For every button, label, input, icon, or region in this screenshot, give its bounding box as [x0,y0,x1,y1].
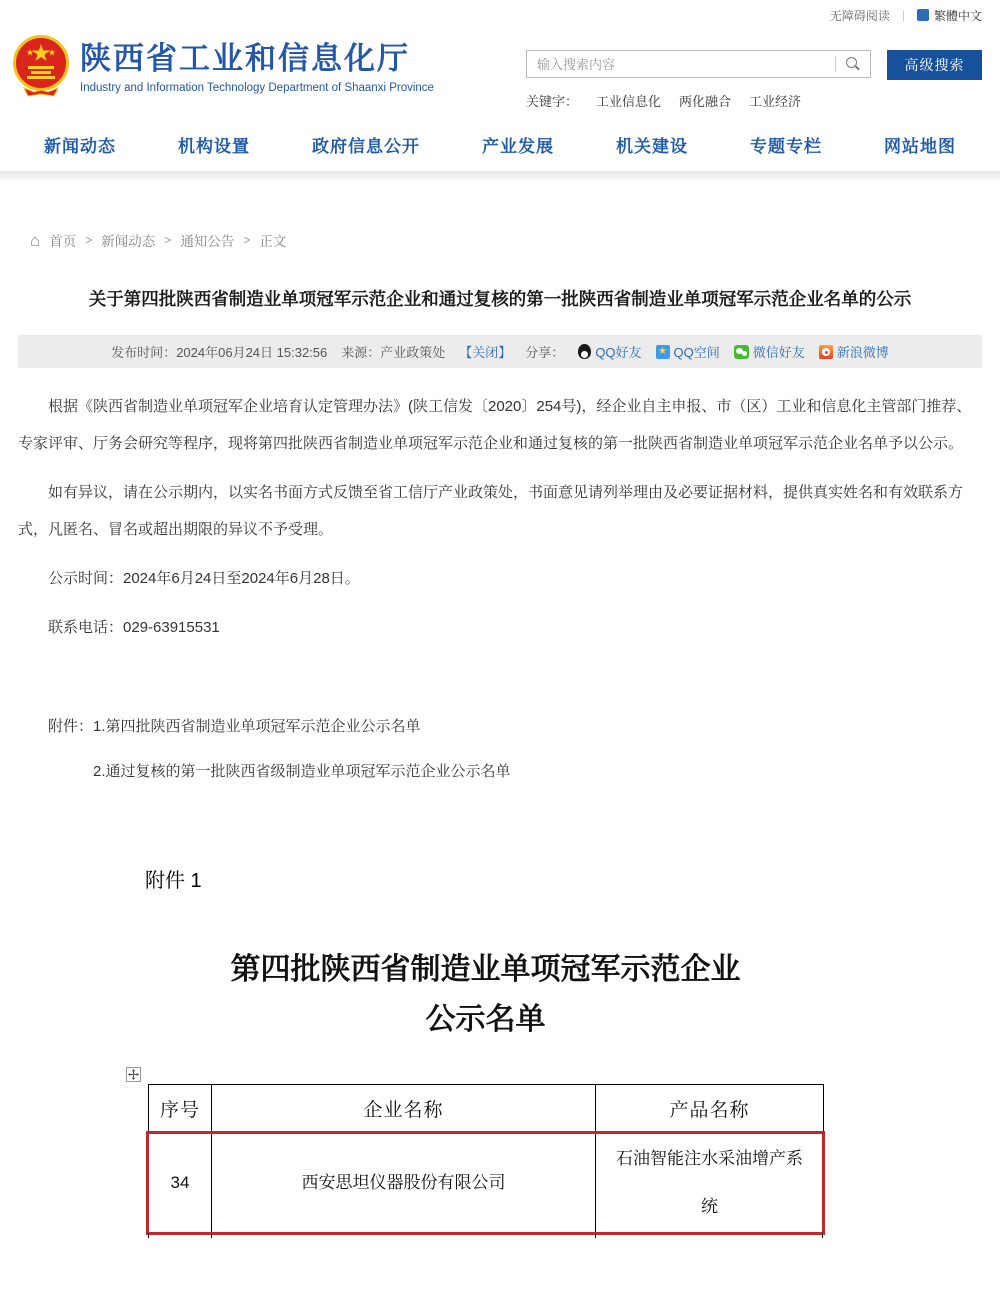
traditional-chinese-link[interactable]: 繁體中文 [933,8,982,23]
publish-time-label: 发布时间： [111,345,177,360]
source-label: 来源： [341,345,381,360]
share-weibo[interactable] [819,342,889,361]
header-product-name: 产品名称 [596,1085,824,1133]
breadcrumb-news[interactable]: 新闻动态 [101,234,156,249]
top-utility-bar [0,0,1000,30]
home-icon [30,232,40,249]
company-table-wrapper [148,1084,823,1238]
breadcrumb-home[interactable]: 首页 [49,234,77,249]
keyword-link-3[interactable]: 工业经济 [749,94,802,109]
accessibility-link[interactable]: 无障碍阅读 [829,8,890,23]
nav-item-sitemap[interactable]: 网站地图 [884,137,956,156]
weibo-icon [819,345,833,359]
article-title: 关于第四批陕西省制造业单项冠军示范企业和通过复核的第一批陕西省制造业单项冠军示范企业名单的公示 [88,289,912,309]
share-qzone[interactable] [656,342,720,361]
share-qq-friend-label: QQ好友 [595,345,642,360]
breadcrumb [0,230,1000,250]
bottom-whitespace [18,1238,982,1296]
breadcrumb-current: 正文 [259,234,287,249]
hot-keywords [526,91,982,110]
header-company-name: 企业名称 [212,1085,596,1133]
search-input[interactable] [527,51,835,77]
share-qzone-label: QQ空间 [673,345,720,360]
contact-phone: 联系电话：029-63915531 [48,619,220,636]
nav-item-industry[interactable]: 产业发展 [482,137,554,156]
breadcrumb-separator: > [243,233,251,247]
table-move-handle[interactable] [126,1067,141,1082]
attachment-1-text[interactable]: 附件：1.第四批陕西省制造业单项冠军示范企业公示名单 [48,718,421,735]
share-qq-friend[interactable] [578,342,641,361]
cell-seq-no: 34 [149,1133,212,1233]
header-search-area [526,34,982,110]
search-submit-button[interactable] [836,51,870,77]
nav-item-organization[interactable]: 机构设置 [178,137,250,156]
nav-shadow [0,171,1000,180]
attachments-list [18,708,982,790]
cell-product-name: 石油智能注水采油增产系统 [596,1133,824,1233]
keywords-label: 关键字： [526,94,579,109]
paragraph-basis: 根据《陕西省制造业单项冠军企业培育认定管理办法》(陕工信发〔2020〕254号)，经企业自主申报、市（区）工业和信息化主管部门推荐、专家评审、厅务会研究等程序，现将第四批陕西省制造业单项冠军示范企业和通过复核的第一批陕西省制造业单项冠军示范企业名单予以公示。 [18,398,972,452]
article-body [18,388,982,790]
national-emblem-icon [12,34,70,98]
qzone-star-icon [656,345,670,359]
breadcrumb-notices[interactable]: 通知公告 [180,234,235,249]
attachment-link-2[interactable] [18,753,982,790]
nav-item-special[interactable]: 专题专栏 [750,137,822,156]
site-header [0,30,1000,120]
share-wechat-label: 微信好友 [752,345,805,360]
header-seq-no: 序号 [149,1085,212,1133]
attachment-2-text[interactable]: 2.通过复核的第一批陕西省级制造业单项冠军示范企业公示名单 [93,763,511,780]
paragraph-objection: 如有异议，请在公示期内，以实名书面方式反馈至省工信厅产业政策处，书面意见请列举理由及必要证据材料，提供真实姓名和有效联系方式，凡匿名、冒名或超出期限的异议不予受理。 [18,484,964,538]
topbar-separator: | [901,8,905,22]
doc-title [148,945,823,1045]
traditional-chinese-icon [917,9,929,21]
share-wechat[interactable] [734,342,805,361]
publicity-period: 公示时间：2024年6月24日至2024年6月28日。 [48,570,360,587]
site-title: 陕西省工业和信息化厅 [80,40,410,76]
site-subtitle: Industry and Information Technology Department of Shaanxi Province [80,81,434,94]
attachment-doc-label: 附件 1 [145,870,202,892]
close-button[interactable]: 【关闭】 [459,345,512,360]
share-weibo-label: 新浪微博 [836,345,889,360]
table-header-row [149,1085,824,1133]
publish-time: 2024年06月24日 15:32:56 [176,345,328,360]
cell-company-name: 西安思坦仪器股份有限公司 [212,1133,596,1233]
share-label: 分享： [525,345,565,360]
main-nav [0,120,1000,171]
qq-icon [578,344,591,359]
attachment-link-1[interactable] [18,708,982,745]
company-table [148,1084,824,1233]
breadcrumb-separator: > [164,233,172,247]
site-logo[interactable] [12,34,434,98]
table-row [149,1133,824,1233]
move-arrows-icon [128,1069,139,1080]
wechat-icon [734,345,749,359]
article [0,286,1000,1296]
advanced-search-button[interactable]: 高级搜索 [887,50,982,80]
source-value: 产业政策处 [380,345,446,360]
search-icon [846,57,860,71]
nav-item-agency[interactable]: 机关建设 [616,137,688,156]
nav-item-gov-info[interactable]: 政府信息公开 [312,137,420,156]
doc-title-line2: 公示名单 [425,1003,546,1036]
breadcrumb-separator: > [85,233,93,247]
next-row-border-stubs [148,1233,823,1238]
keyword-link-2[interactable]: 两化融合 [679,94,732,109]
attachment-document [148,945,823,1238]
doc-title-line1: 第四批陕西省制造业单项冠军示范企业 [230,953,741,986]
nav-item-news[interactable]: 新闻动态 [44,137,116,156]
search-box [526,50,871,78]
keyword-link-1[interactable]: 工业信息化 [596,94,662,109]
article-meta-bar [18,335,982,368]
